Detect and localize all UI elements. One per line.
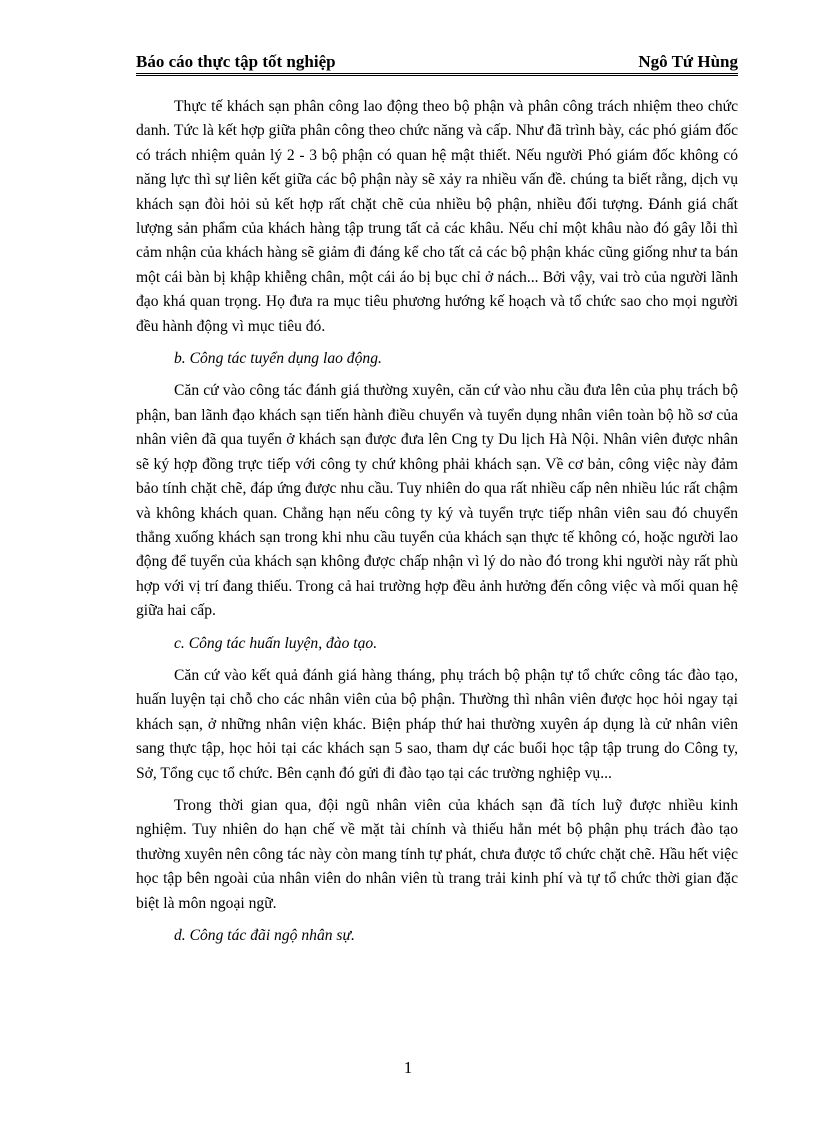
document-body: [136, 95, 738, 956]
report-title: Báo cáo thực tập tốt nghiệp: [136, 52, 336, 71]
body-paragraph: Trong thời gian qua, đội ngũ nhân viên của khách sạn đã tích luỹ được nhiều kinh nghiệm. Tuy nhiên do hạn chế về mặt tài chính và thiếu hẳn mét bộ phận phụ trách đào tạo thường xuyên nên công tác này còn mang tính tự phát, chưa được tổ chức chặt chẽ. Hầu hết việc học tập bên ngoài của nhân viên do nhân viên tù trang trải kinh phí và tự tổ chức thời gian đặc biệt là môn ngoại ngữ.: [136, 796, 738, 912]
body-paragraph: Căn cứ vào kết quả đánh giá hàng tháng, phụ trách bộ phận tự tổ chức công tác đào tạo, huấn luyện tại chỗ cho các nhân viên của bộ phận. Thường thì nhân viên được học hỏi ngay tại khách sạn, ở những nhân viện khác. Biện pháp thứ hai thường xuyên áp dụng là cử nhân viên sang thực tập, học hỏi tại các khách sạn 5 sao, tham dự các buổi học tập tập trung do Công ty, Sở, Tổng cục tổ chức. Bên cạnh đó gửi đi đào tạo tại các trường nghiệp vụ...: [136, 666, 738, 782]
section-heading-training: c. Công tác huấn luyện, đào tạo.: [174, 634, 378, 652]
body-paragraph: Căn cứ vào công tác đánh giá thường xuyên, căn cứ vào nhu cầu đưa lên của phụ trách bộ phận, ban lãnh đạo khách sạn tiến hành điều chuyển và tuyển dụng nhân viên toàn bộ hồ sơ của nhân viên đã qua tuyển ở khách sạn được đưa lên Cng ty Du lịch Hà Nội. Nhân viên được nhân sẽ ký hợp đồng trực tiếp với công ty chứ không phải khách sạn. Về cơ bản, công việc này đảm bảo tính chặt chẽ, đáp ứng được nhu cầu. Tuy nhiên do qua rất nhiều cấp nên nhiều lúc rất chậm và không khách quan. Chẳng hạn nếu công ty ký và tuyển trực tiếp nhân viên sau đó chuyển thẳng xuống khách sạn trong khi nhu cầu tuyển của khách sạn thực tế không có, hoặc người lao động để tuyển của khách sạn không được chấp nhận vì lý do nào đó trong khi người này rất phù hợp với vị trí đang thiếu. Trong cả hai trường hợp đều ảnh hưởng đến công việc và mối quan hệ giữa hai cấp.: [136, 382, 738, 620]
section-heading-recruitment: b. Công tác tuyển dụng lao động.: [174, 350, 382, 368]
page-header: [136, 48, 738, 76]
section-heading-compensation: d. Công tác đãi ngộ nhân sự.: [174, 927, 355, 944]
body-paragraph: Thực tế khách sạn phân công lao động theo bộ phận và phân công trách nhiệm theo chức danh. Tức là kết hợp giữa phân công theo chức năng và cấp. Như đã trình bày, các phó giám đốc có trách nhiệm quản lý 2 - 3 bộ phận có quan hệ mật thiết. Nếu người Phó giám đốc không có năng lực thì sự liên kết giữa các bộ phận này sẽ xảy ra nhiều vấn đề. chúng ta biết rằng, dịch vụ khách sạn đòi hỏi sủ kết hợp rất chặt chẽ của nhiều bộ phận, nhiều đối tượng. Đánh giá chất lượng sản phẩm của khách hàng tập trung tất cả các khâu. Nếu chỉ một khâu nào đó gây lỗi thì cảm nhận của khách hàng sẽ giảm đi đáng kể cho tất cả các bộ phận khác cũng giống như ta bán một cái bàn bị khập khiễng chân, một cái áo bị bục chỉ ở nách... Bởi vậy, vai trò của người lãnh đạo khá quan trọng. Họ đưa ra mục tiêu phương hướng kế hoạch và tổ chức sao cho mọi người đều hành động vì mục tiêu đó.: [136, 98, 738, 335]
author-name: Ngô Tứ Hùng: [638, 52, 738, 71]
page-number: 1: [403, 1058, 413, 1077]
